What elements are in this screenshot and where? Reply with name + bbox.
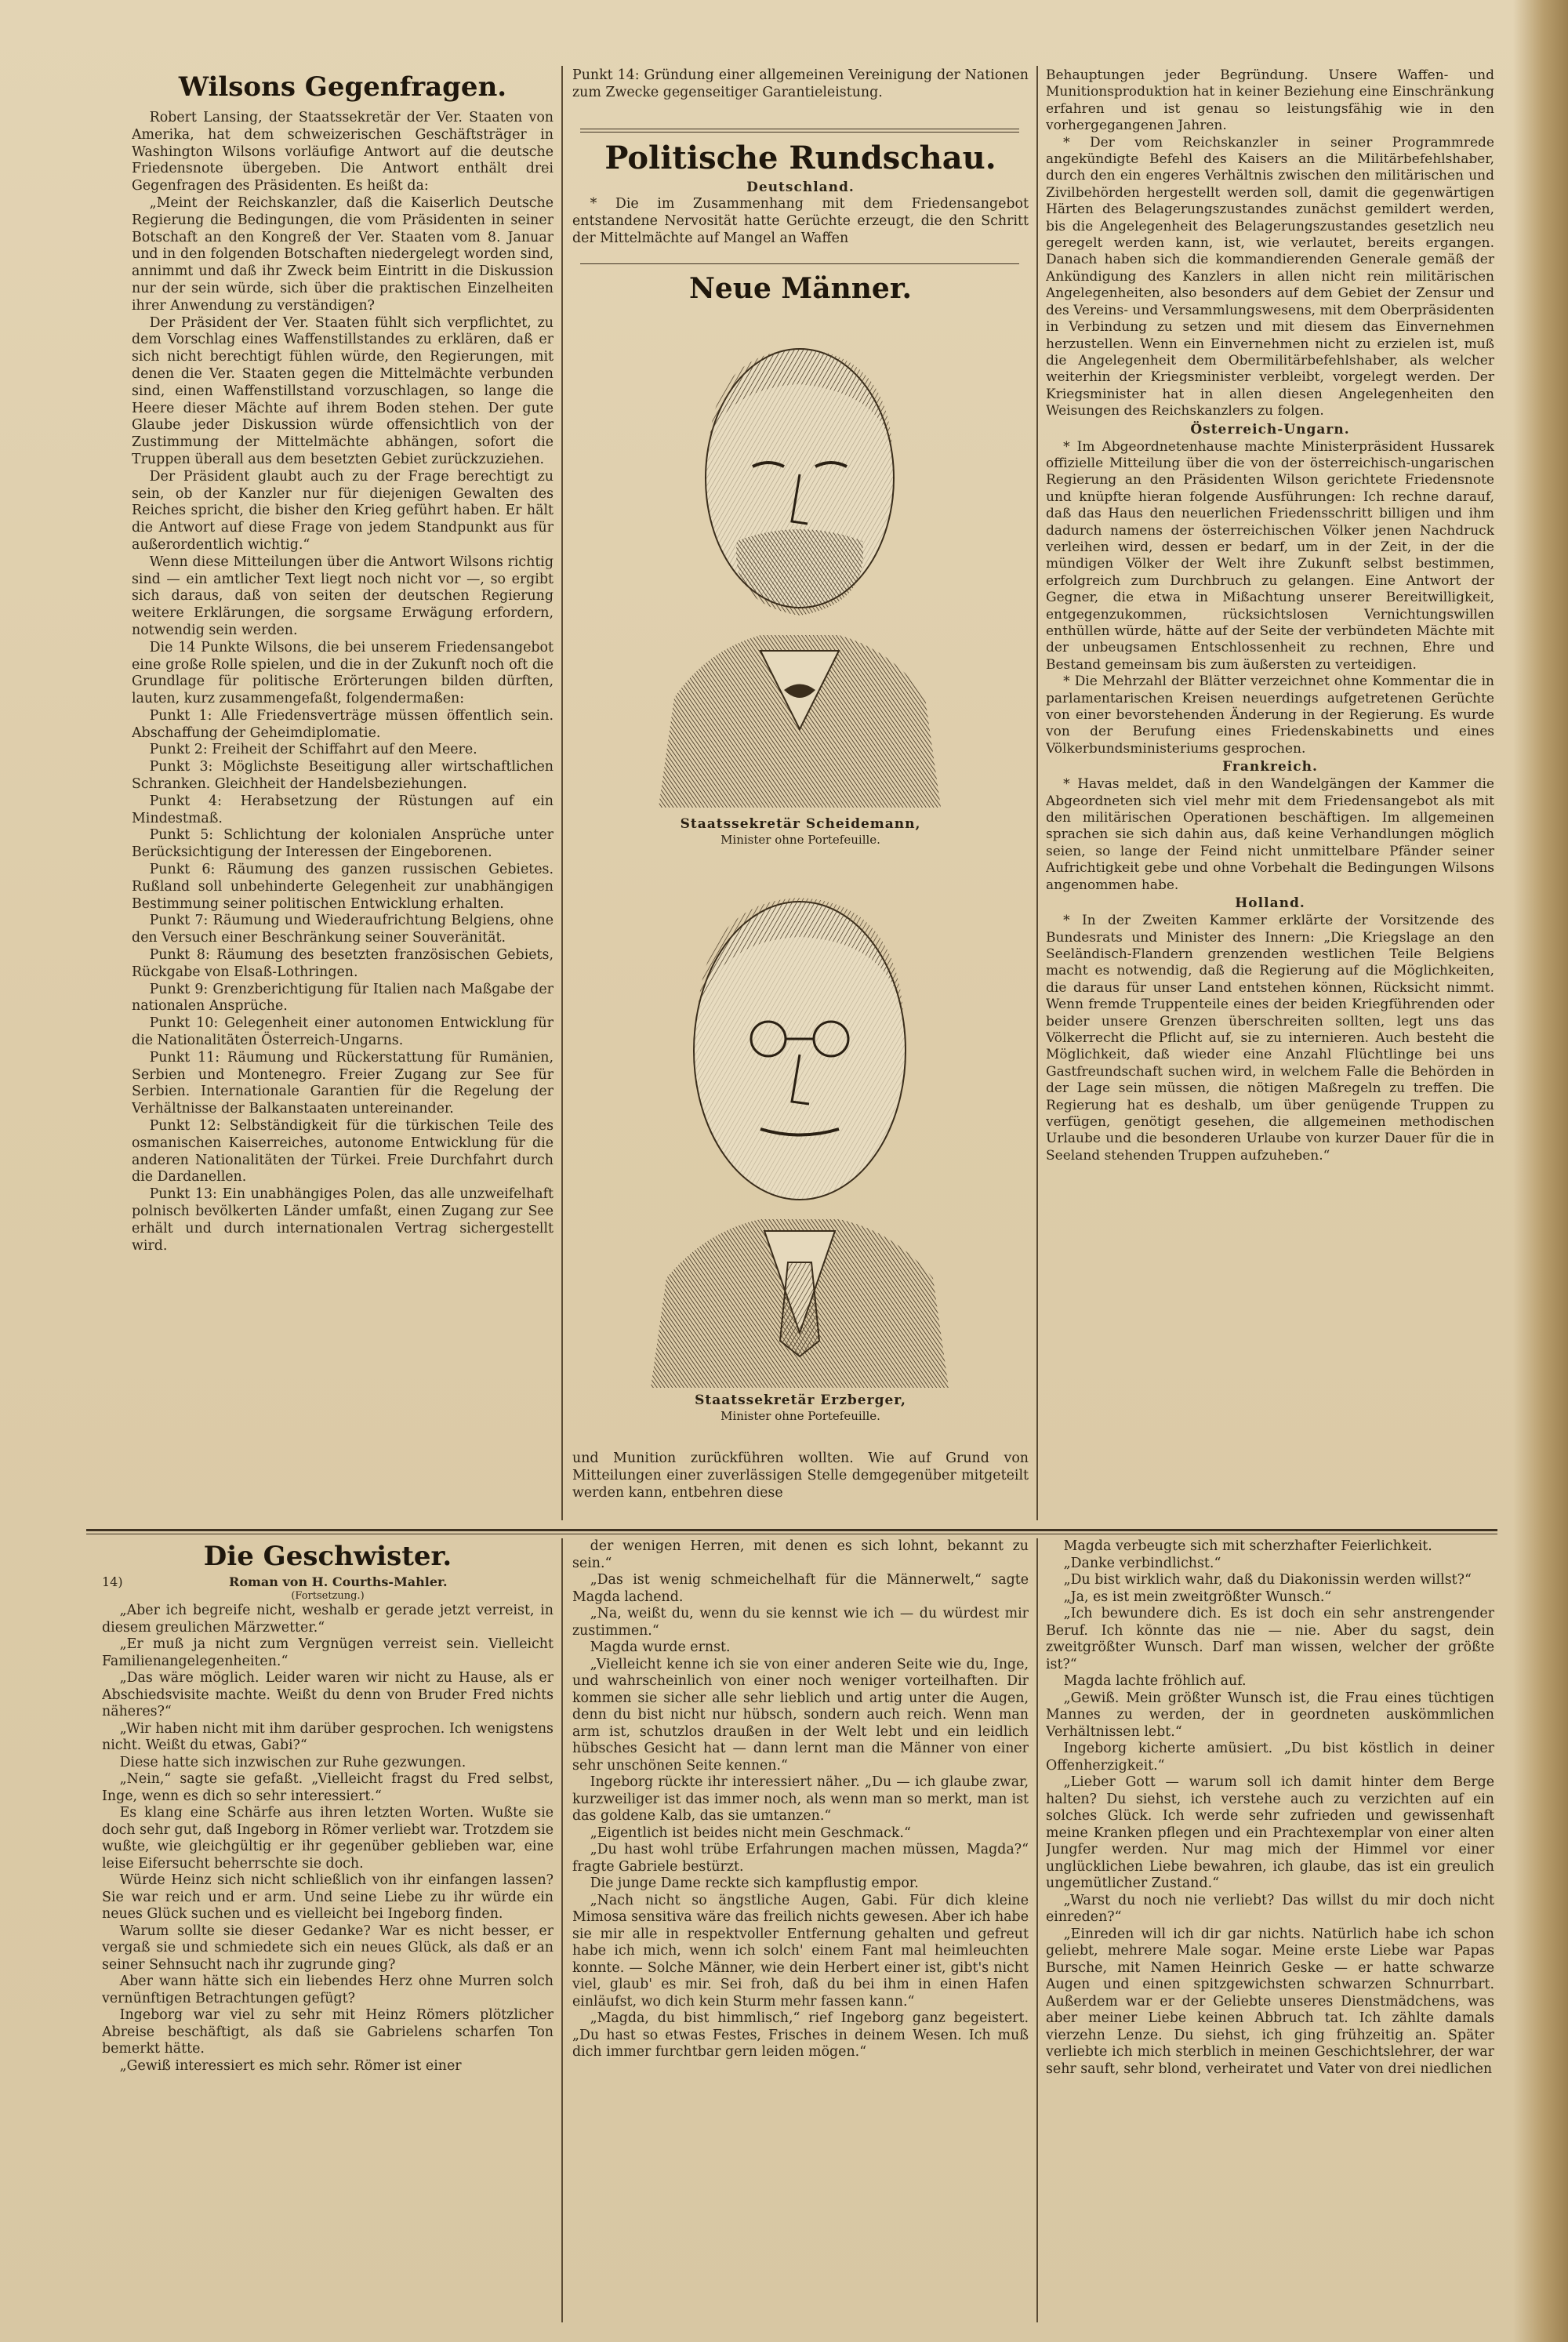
wilson-paragraph: Punkt 8: Räumung des besetzten französischen Gebiets, Rückgabe von Elsaß-Lothringen. [132, 947, 554, 980]
punkt14-text: Punkt 14: Gründung einer allgemeinen Vereinigung der Nationen zum Zwecke gegenseitiger Garantieleistung. [572, 67, 1029, 100]
wilson-paragraph: Punkt 12: Selbständigkeit für die türkischen Teile des osmanischen Kaiserreiches, autonome Entwicklung für die anderen Nationalitäten der Türkei. Freie Durchfahrt durch die Dardanellen. [132, 1118, 554, 1186]
novel-paragraph: „Nach nicht so ängstliche Augen, Gabi. Für dich kleine Mimosa sensitiva wäre das freilich nichts gewesen. Aber ich habe sie mir alle in respektvoller Entfernung gehalten und gefreut habe ich mich, wenn ich solch' einem Fant mal heimleuchten konnte. — Solche Männer, wie dein Herbert einer ist, gibt's nicht viel, glaub' es mir. Sei froh, daß du bei ihm in einen Hafen einläufst, wo dich kein Sturm mehr fassen kann.“ [572, 1892, 1029, 2010]
column-rule-1 [561, 66, 563, 1520]
oe-p2: * Die Mehrzahl der Blätter verzeichnet ohne Kommentar die in parlamentarischen Kreisen neuerdings aufgetretenen Gerüchte von einer bevorstehenden Änderung in der Regierung. Es wurde von der Berufung eines Friedenskabinetts und eines Völkerbundsministeriums gesprochen. [1046, 674, 1494, 757]
wilson-paragraph: Punkt 6: Räumung des ganzen russischen Gebietes. Rußland soll unbehinderte Gelegenheit zur unabhängigen Bestimmung seiner politischen Entwicklung erhalten. [132, 862, 554, 912]
deutschland-text: * Die im Zusammenhang mit dem Friedensangebot entstandene Nervosität hatte Gerüchte erzeugt, die den Schritt der Mittelmächte auf Mangel an Waffen [572, 196, 1029, 246]
novel-paragraph: „Aber ich begreife nicht, weshalb er gerade jetzt verreist, in diesem greulichen Märzwetter.“ [102, 1603, 554, 1636]
wilson-paragraph: Die 14 Punkte Wilsons, die bei unserem Friedensangebot eine große Rolle spielen, und die in der Zukunft noch oft die Grundlage für politische Erörterungen bilden dürften, lauten, kurz zusammengefaßt, folgendermaßen: [132, 639, 554, 707]
novel-paragraph: Würde Heinz sich nicht schließlich von ihr einfangen lassen? Sie war reich und er arm. Und seine Liebe zu ihr würde ein neues Glück suchen und es vielleicht bei Ingeborg finden. [102, 1872, 554, 1922]
novel-paragraph: Diese hatte sich inzwischen zur Ruhe gezwungen. [119, 1754, 466, 1770]
caption-scheidemann-sub: Minister ohne Portefeuille. [720, 833, 880, 847]
novel-col1-body [102, 1603, 554, 2075]
novel-paragraph: „Einreden will ich dir gar nichts. Natürlich habe ich schon geliebt, mehrere Male sogar. Meine erste Liebe war Papas Bursche, mit Namen Heinrich Geske — er hatte schwarze Augen und einen spitzgewichsten schwarzen Schnurrbart. Außerdem war er der Geliebte unseres Dienstmädchens, was aber meiner Liebe keinen Abbruch tat. Ich zählte damals vierzehn Lenze. Du siehst, ich ging frühzeitig an. Später verliebte ich mich sterblich in meinen Geschichtslehrer, der war sehr sauft, sehr blond, verheiratet und Vater von drei niedlichen [1046, 1926, 1494, 2077]
wilson-paragraph: „Meint der Reichskanzler, daß die Kaiserlich Deutsche Regierung die Bedingungen, die vom Präsidenten in seiner Botschaft an den Kongreß der Ver. Staaten vom 8. Januar und in den folgenden Botschaften niedergelegt worden sind, annimmt und daß ihr Zweck beim Eintritt in die Diskussion nur der sein würde, sich über die praktischen Einzelheiten ihrer Anwendung zu verständigen? [132, 194, 554, 314]
novel-paragraph: Aber wann hätte sich ein liebendes Herz ohne Murren solch vernünftigen Betrachtungen gefügt? [102, 1973, 554, 2006]
novel-number: 14) [102, 1574, 123, 1589]
novel-paragraph: „Magda, du bist himmlisch,“ rief Ingeborg ganz begeistert. „Du hast so etwas Festes, Frisches in deinem Wesen. Ich muß dich immer furchtbar gern leiden mögen.“ [572, 2010, 1029, 2060]
novel-paragraph: „Du hast wohl trübe Erfahrungen machen müssen, Magda?“ fragte Gabriele bestürzt. [572, 1842, 1029, 1875]
continuation-text: und Munition zurückführen wollten. Wie auf Grund von Mitteilungen einer zuverlässigen Stelle demgegenüber mitgeteilt werden kann, entbehren diese [572, 1451, 1029, 1501]
oe-p1: * Im Abgeordnetenhause machte Ministerpräsident Hussarek offizielle Mitteilung über die von der österreichisch-ungarischen Regierung an den Präsidenten Wilson gerichtete Friedensnote und knüpfte hieran folgende Ausführungen: Ich rechne darauf, daß das Haus den neuerlichen Friedensschritt billigen und ihm dadurch namens der österreichischen Völker jenen Nachdruck verleihen wird, dessen er bedarf, um in der Zeit, in der die mündigen Völker der Welt ihre Zukunft selbst bestimmen, erfolgreich zum Durchbruch zu gelangen. Eine Antwort der Gegner, die etwa in Mißachtung unserer Bereitwilligkeit, entgegenzukommen, rücksichtslosen Vernichtungswillen enthüllen würde, hätte auf der Seite der verbündeten Mächte mit der unbeugsamen Entschlossenheit zu rechnen, Ehre und Bestand gemeinsam bis zum äußersten zu verteidigen. [1046, 438, 1494, 673]
neue-maenner-heading: Neue Männer. [688, 272, 913, 305]
wilson-paragraph: Punkt 2: Freiheit der Schiffahrt auf den Meere. [149, 742, 477, 758]
novel-paragraph: „Ja, es ist mein zweitgrößter Wunsch.“ [1063, 1589, 1332, 1605]
fr-p: * Havas meldet, daß in den Wandelgängen der Kammer die Abgeordneten sich viel mehr mit dem Friedensangebot als mit den militärischen Operationen beschäftigen. Im allgemeinen sprachen sie sich dahin aus, daß keine Verhandlungen möglich seien, so lange der Feind nicht unmittelbare Pfänder seiner Aufrichtigkeit gebe und ohne Vorbehalt die Bedingungen Wilsons angenommen habe. [1046, 776, 1494, 893]
rundschau-right-column [1046, 67, 1494, 1523]
page-edge-shadow [1513, 0, 1568, 2342]
wilson-paragraph: Der Präsident glaubt auch zu der Frage berechtigt zu sein, ob der Kanzler nur für diejenigen Gewalten des Reiches spricht, die bisher den Krieg geführt haben. Er hält die Antwort auf diese Frage von jedem Standpunkt aus für außerordentlich wichtig.“ [132, 468, 554, 553]
novel-paragraph: „Wir haben nicht mit ihm darüber gesprochen. Ich wenigstens nicht. Weißt du etwas, Gabi?“ [102, 1720, 554, 1753]
continuation-block [572, 1451, 1029, 1521]
novel-paragraph: „Du bist wirklich wahr, daß du Diakonissin werden willst?“ [1063, 1572, 1472, 1588]
novel-paragraph: Magda wurde ernst. [590, 1639, 731, 1655]
novel-byline-row [102, 1574, 554, 1590]
novel-paragraph: „Lieber Gott — warum soll ich damit hinter dem Berge halten? Du siehst, ich verstehe auch zu verzichten auf ein solches Glück. Ich werde sehr zufrieden und gewissenhaft meine Kranken pflegen und ein Prachtexemplar von einer alten Jungfer werden. Nur mag mich der Himmel vor einer unglücklichen Liebe bewahren, ich glaube, das ist ein greulich ungemütlicher Zustand.“ [1046, 1774, 1494, 1891]
novel-col3-body [1046, 1538, 1494, 2078]
novel-paragraph: „Er muß ja nicht zum Vergnügen verreist sein. Vielleicht Familienangelegenheiten.“ [102, 1636, 554, 1669]
novel-paragraph: „Ich bewundere dich. Es ist doch ein sehr anstrengender Beruf. Ich könnte das nie — nie. Aber du sagst, dein zweitgrößter Wunsch. Darf man wissen, welcher der größte ist?“ [1046, 1606, 1494, 1672]
wilson-heading: Wilsons Gegenfragen. [178, 71, 507, 103]
rule-under-punkt14-b [580, 132, 1019, 133]
wilson-paragraph: Punkt 5: Schlichtung der kolonialen Ansprüche unter Berücksichtigung der Interessen der Eingeborenen. [132, 827, 554, 861]
novel-paragraph: Magda verbeugte sich mit scherzhafter Feierlichkeit. [1063, 1538, 1432, 1554]
caption-scheidemann-title: Staatssekretär Scheidemann, [680, 816, 921, 832]
rt-p1: Behauptungen jeder Begründung. Unsere Waffen- und Munitionsproduktion hat in keiner Beziehung eine Einschränkung erfahren und ist genau so leistungsfähig wie in den vorhergegangenen Jahren. [1046, 67, 1494, 134]
novel-paragraph: „Das ist wenig schmeichelhaft für die Männerwelt,“ sagte Magda lachend. [572, 1572, 1029, 1605]
wilson-body [132, 110, 554, 1255]
fr-heading: Frankreich. [1222, 759, 1318, 775]
deutschland-heading: Deutschland. [746, 180, 855, 195]
novel-column-2 [572, 1538, 1029, 2322]
novel-paragraph: „Warst du noch nie verliebt? Das willst du mir doch nicht einreden?“ [1046, 1892, 1494, 1925]
rule-above-neue-maenner [580, 263, 1019, 264]
novel-paragraph: Es klang eine Schärfe aus ihren letzten Worten. Wußte sie doch sehr gut, daß Ingeborg in Römer verliebt war. Trotzdem sie wußte, wie gleichgültig er ihr gegenüber geblieben war, eine leise Eifersucht beherrschte sie doch. [102, 1805, 554, 1872]
novel-paragraph: Warum sollte sie dieser Gedanke? War es nicht besser, er vergaß sie und schmiedete sich ein neues Glück, als daß er an seiner Sehnsucht nach ihr zugrunde ging? [102, 1923, 554, 1973]
column-rule-2 [1036, 66, 1038, 1520]
novel-paragraph: „Vielleicht kenne ich sie von einer anderen Seite wie du, Inge, und wahrscheinlich von einer noch weniger vorteilhaften. Dir kommen sie sicher alle sehr lieblich und artig unter die Augen, denn du bist nicht nur hübsch, sondern auch reich. Wenn man arm ist, schutzlos draußen in der Welt lebt und ein leidlich hübsches Gesicht hat — dann lernt man die Männer von einer sehr unschönen Seite kennen.“ [572, 1656, 1029, 1774]
wilson-paragraph: Punkt 13: Ein unabhängiges Polen, das alle unzweifelhaft polnisch bevölkerten Länder umfaßt, einen Zugang zur See erhält und durch internationalen Vertrag sichergestellt wird. [132, 1186, 554, 1254]
caption-erzberger-title: Staatssekretär Erzberger, [695, 1392, 906, 1408]
caption-erzberger-sub: Minister ohne Portefeuille. [720, 1409, 880, 1423]
wilson-paragraph: Punkt 10: Gelegenheit einer autonomen Entwicklung für die Nationalitäten Österreich-Ungarns. [132, 1015, 554, 1049]
wilson-paragraph: Punkt 11: Räumung und Rückerstattung für Rumänien, Serbien und Montenegro. Freier Zugang zur See für Serbien. Internationale Garantien für die Regelung der Verhältnisse der Balkanstaaten untereinander. [132, 1049, 554, 1117]
novel-col2-body [572, 1538, 1029, 2061]
novel-paragraph: „Nein,“ sagte sie gefaßt. „Vielleicht fragst du Fred selbst, Inge, wenn es dich so sehr interessiert.“ [102, 1771, 554, 1804]
novel-paragraph: der wenigen Herren, mit denen es sich lohnt, bekannt zu sein.“ [572, 1538, 1029, 1571]
novel-paragraph: „Das wäre möglich. Leider waren wir nicht zu Hause, als er Abschiedsvisite machte. Weißt du denn von Bruder Fred nichts näheres?“ [102, 1670, 554, 1719]
wilson-paragraph: Wenn diese Mitteilungen über die Antwort Wilsons richtig sind — ein amtlicher Text liegt noch nicht vor —, so ergibt sich daraus, daß von seiten der deutschen Regierung weitere Erklärungen, die sorgsame Erwägung erfordern, notwendig sein werden. [132, 554, 554, 638]
wilson-paragraph: Punkt 1: Alle Friedensverträge müssen öffentlich sein. Abschaffung der Geheimdiplomatie. [132, 707, 554, 741]
novel-paragraph: Magda lachte fröhlich auf. [1063, 1673, 1247, 1689]
portrait-scheidemann [643, 321, 956, 808]
wilson-paragraph: Punkt 9: Grenzberichtigung für Italien nach Maßgabe der nationalen Ansprüche. [132, 981, 554, 1015]
portrait-erzberger [643, 870, 956, 1388]
novel-paragraph: Ingeborg kicherte amüsiert. „Du bist köstlich in deiner Offenherzigkeit.“ [1046, 1741, 1494, 1774]
caption-scheidemann [572, 815, 1029, 848]
novel-paragraph: „Danke verbindlichst.“ [1063, 1555, 1221, 1571]
oe-heading: Österreich-Ungarn. [1190, 421, 1350, 438]
wilson-paragraph: Punkt 3: Möglichste Beseitigung aller wirtschaftlichen Schranken. Gleichheit der Handelsbeziehungen. [132, 759, 554, 793]
rt-p2: * Der vom Reichskanzler in seiner Programmrede angekündigte Befehl des Kaisers an die Militärbefehlshaber, durch den ein engeres Verhältnis zwischen den militärischen und Zivilbehörden hergestellt werden soll, damit die gegenwärtigen Härten des Belagerungszustandes zunächst gemildert werden, bis die Angelegenheit des Belagerungszustandes gesetzlich neu geregelt werden kann, ist, wie verlautet, bereits ergangen. Danach haben sich die kommandierenden Generale gemäß der Ankündigung des Kanzlers in allen nicht rein militärischen Angelegenheiten, also besonders auf dem Gebiet der Zensur und des Vereins- und Versammlungswesens, mit dem Oberpräsidenten in Verbindung zu setzen und mit diesem das Einvernehmen herzustellen. Wenn ein Einvernehmen nicht zu erzielen ist, muß die Angelegenheit dem Obermilitärbefehlshaber, als welcher weiterhin der Kriegsminister verbleibt, vorgelegt werden. Der Kriegsminister hat in allen diesen Angelegenheiten den Weisungen des Reichskanzlers zu folgen. [1046, 134, 1494, 419]
wilson-paragraph: Punkt 4: Herabsetzung der Rüstungen auf ein Mindestmaß. [132, 793, 554, 826]
wilson-paragraph: Punkt 7: Räumung und Wiederaufrichtung Belgiens, ohne den Versuch einer Beschränkung seiner Souveränität. [132, 913, 554, 946]
novel-paragraph: „Gewiß interessiert es mich sehr. Römer ist einer [119, 2057, 462, 2074]
novel-paragraph: Die junge Dame reckte sich kampflustig empor. [590, 1875, 919, 1891]
novel-column-3 [1046, 1538, 1494, 2322]
novel-paragraph: „Eigentlich ist beides nicht mein Geschmack.“ [590, 1825, 911, 1841]
novel-rule-1 [561, 1538, 563, 2322]
wilson-article [132, 67, 554, 1523]
wilson-paragraph: Robert Lansing, der Staatssekretär der Ver. Staaten von Amerika, hat dem schweizerischen Geschäftsträger in Washington Wilsons vorläufige Antwort auf die deutsche Friedensnote übergeben. Die Antwort enthält drei Gegenfragen des Präsidenten. Es heißt da: [132, 110, 554, 194]
novel-byline: Roman von H. Courths-Mahler. [229, 1574, 448, 1589]
novel-paragraph: „Gewiß. Mein größter Wunsch ist, die Frau eines tüchtigen Mannes zu werden, der in geordneten auskömmlichen Verhältnissen lebt.“ [1046, 1690, 1494, 1740]
caption-erzberger [572, 1392, 1029, 1424]
novel-fortsetzung: (Fortsetzung.) [291, 1590, 365, 1602]
ho-heading: Holland. [1235, 895, 1305, 912]
novel-heading: Die Geschwister. [203, 1541, 452, 1572]
novel-paragraph: Ingeborg war viel zu sehr mit Heinz Römers plötzlicher Abreise beschäftigt, als daß sie Gabrielens scharfen Ton bemerkt hätte. [102, 2007, 554, 2057]
novel-rule-2 [1036, 1538, 1038, 2322]
novel-column-1 [102, 1538, 554, 2322]
novel-paragraph: „Na, weißt du, wenn du sie kennst wie ich — du würdest mir zustimmen.“ [572, 1606, 1029, 1639]
section-separator [86, 1529, 1497, 1531]
rundschau-heading: Politische Rundschau. [604, 140, 996, 176]
wilson-paragraph: Der Präsident der Ver. Staaten fühlt sich verpflichtet, zu dem Vorschlag eines Waffenstillstandes zu erklären, daß er sich nicht berechtigt fühlen würde, den Regierungen, mit denen die Ver. Staaten gegen die Mittelmächte verbunden sind, einen Waffenstillstand vorzuschlagen, so lange die Heere dieser Mächte auf ihrem Boden stehen. Der gute Glaube jeder Diskussion würde offensichtlich von der Zustimmung der Mittelmächte abhängen, sofort die Truppen überall aus dem besetzten Gebiet zurückzuziehen. [132, 314, 554, 467]
rundschau-block [572, 138, 1029, 263]
ho-p: * In der Zweiten Kammer erklärte der Vorsitzende des Bundesrats und Minister des Innern: „Die Kriegslage an den Seeländisch-Flandern grenzenden westlichen Teile Belgiens macht es notwendig, daß die Regierung auf die Möglichkeiten, die daraus für unser Land entstehen können, Rücksicht nimmt. Wenn fremde Truppenteile eines der beiden Kriegführenden oder beider unsere Grenzen überschreiten sollten, legt uns das Völkerrecht die Pflicht auf, sie zu internieren. Auch besteht die Möglichkeit, daß wieder eine Anzahl Flüchtlinge bei uns Gastfreundschaft suchen wird, in welchem Falle die Behörden in der Lage sein müssen, die nötigen Maßregeln zu treffen. Die Regierung hat es deshalb, um über genügende Truppen zu verfügen, genötigt gesehen, die allgemeinen methodischen Urlaube und die besonderen Urlaube von kurzer Dauer für die in Seeland stehenden Truppen aufzuheben.“ [1046, 913, 1494, 1164]
novel-paragraph: Ingeborg rückte ihr interessiert näher. „Du — ich glaube zwar, kurzweiliger ist das immer noch, als wenn man so merkt, man ist das goldene Kalb, das sie umtanzen.“ [572, 1774, 1029, 1824]
